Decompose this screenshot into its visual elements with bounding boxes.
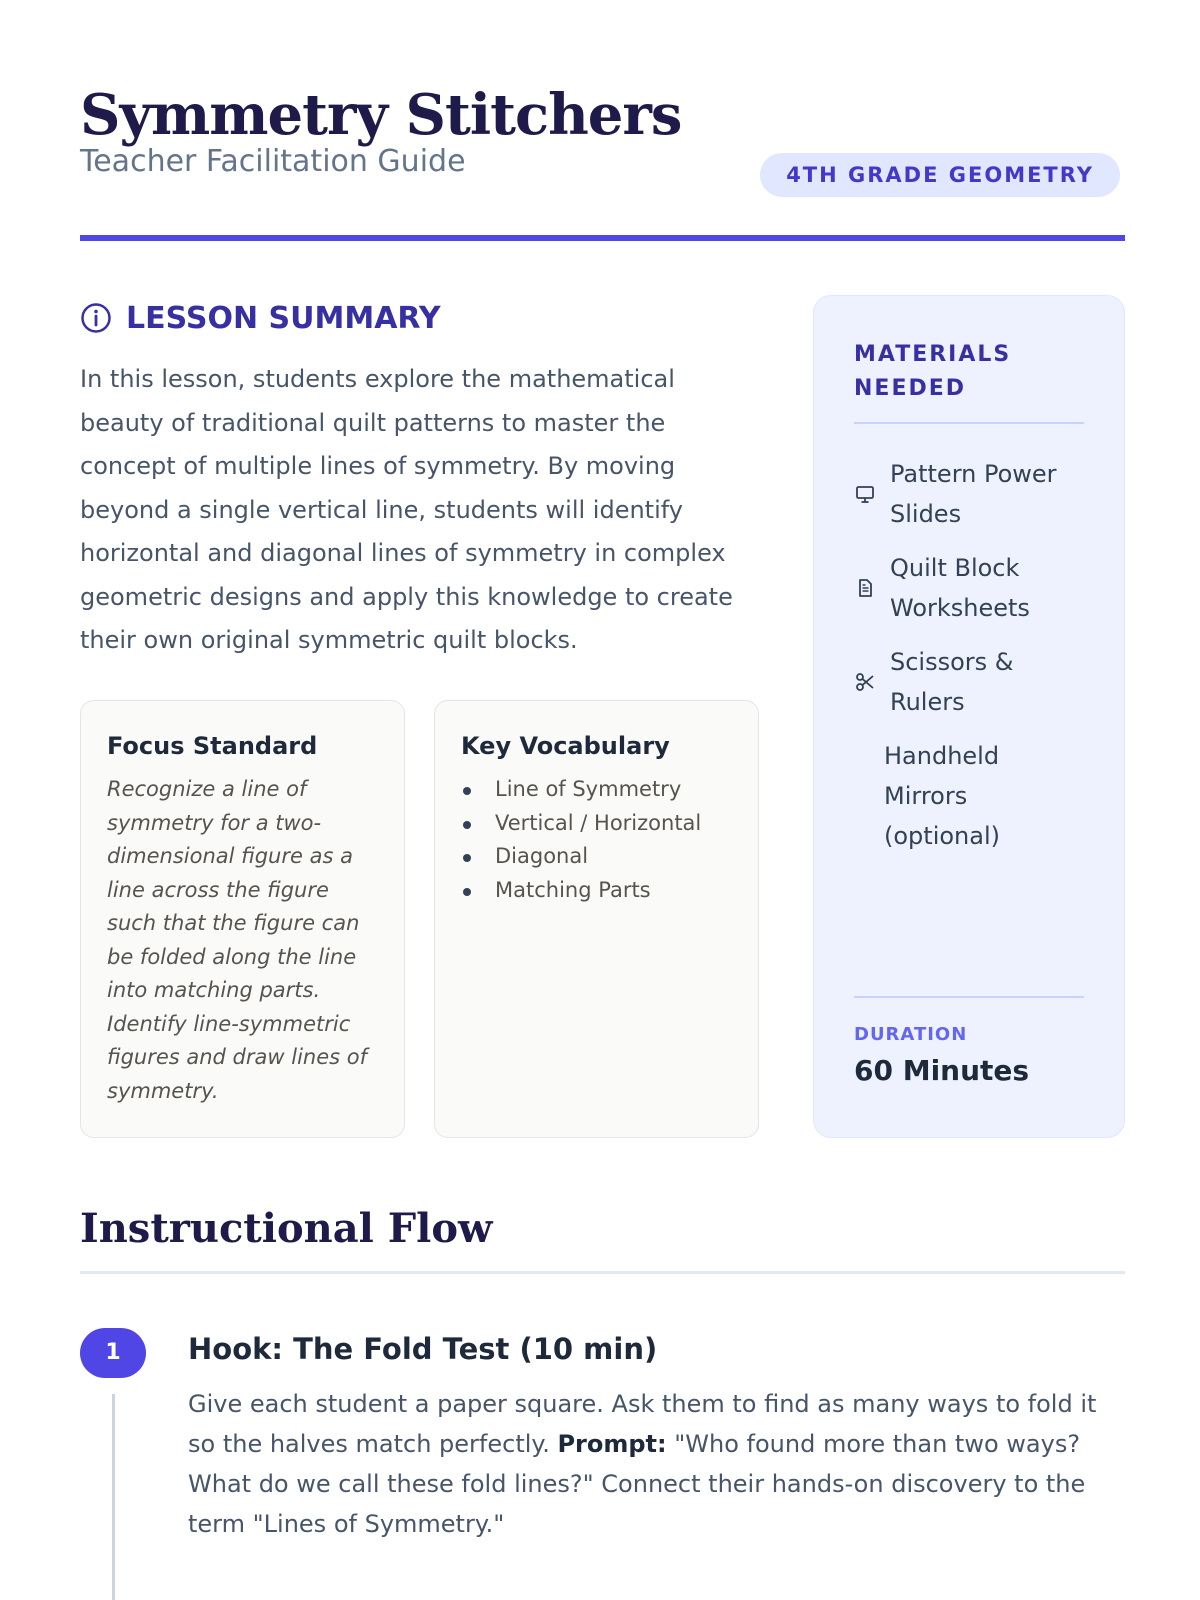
materials-panel: [813, 295, 1125, 1138]
page-title: Symmetry Stitchers: [80, 82, 682, 148]
grade-badge: 4TH GRADE GEOMETRY: [760, 153, 1120, 197]
lesson-summary: [80, 300, 760, 663]
vocabulary-item: Diagonal: [461, 840, 732, 874]
presentation-icon: [854, 483, 876, 505]
page-header: [80, 82, 1120, 187]
step-text-intro: Give each student a paper square. Ask them to find as many ways to fold it so the halves match perfectly.: [188, 1390, 1097, 1458]
material-label: Handheld Mirrors (optional): [884, 742, 1000, 850]
scissors-icon: [854, 671, 876, 693]
vocabulary-item: Matching Parts: [461, 874, 732, 908]
material-item-scissors: [854, 642, 1084, 722]
lesson-summary-title: LESSON SUMMARY: [126, 300, 441, 336]
material-item-worksheets: [854, 548, 1084, 628]
document-icon: [854, 577, 876, 599]
lesson-summary-heading: [80, 300, 760, 336]
focus-standard-text: Recognize a line of symmetry for a two-dimensional figure as a line across the figure such that the figure can be folded along the line into matching parts. Identify line-symmetric figures and draw lines of symmetry.: [107, 777, 367, 1103]
info-icon: [80, 302, 112, 334]
vocabulary-list: [461, 773, 732, 907]
focus-standard-title: Focus Standard: [107, 732, 318, 760]
step-timeline-line: [112, 1394, 115, 1600]
page-subtitle: Teacher Facilitation Guide: [80, 144, 466, 179]
material-label: Scissors & Rulers: [890, 648, 1014, 716]
materials-divider: [854, 422, 1084, 424]
material-item-slides: [854, 454, 1084, 534]
material-item-mirrors: [854, 736, 1084, 856]
material-label: Pattern Power Slides: [890, 460, 1057, 528]
duration-divider: [854, 996, 1084, 998]
lesson-summary-text: In this lesson, students explore the mathematical beauty of traditional quilt patterns to master the concept of multiple lines of symmetry. By moving beyond a single vertical line, students will identify horizontal and diagonal lines of symmetry in complex geometric designs and apply this knowledge to create their own original symmetric quilt blocks.: [80, 365, 733, 654]
instructional-flow-title: Instructional Flow: [80, 1205, 493, 1252]
materials-title: MATERIALS NEEDED: [854, 342, 1012, 401]
header-divider: [80, 235, 1125, 241]
vocabulary-item: Vertical / Horizontal: [461, 807, 732, 841]
focus-standard-card: [80, 700, 405, 1138]
key-vocabulary-card: [434, 700, 759, 1138]
duration-value: 60 Minutes: [854, 1054, 1030, 1087]
materials-list: [854, 454, 1084, 856]
step-text: [188, 1384, 1118, 1544]
flow-divider: [80, 1271, 1125, 1274]
duration-label: DURATION: [854, 1024, 968, 1045]
vocabulary-item: Line of Symmetry: [461, 773, 732, 807]
key-vocabulary-title: Key Vocabulary: [461, 732, 670, 760]
step-text-prompt: "Who found more than two ways? What do we call these fold lines?" Connect their hands-on discovery to the term "Lines of Symmetry.": [188, 1430, 1086, 1538]
step-prompt-label: Prompt:: [557, 1430, 667, 1458]
step-number-badge: 1: [80, 1328, 146, 1378]
step-title: Hook: The Fold Test (10 min): [188, 1332, 658, 1366]
material-label: Quilt Block Worksheets: [890, 554, 1030, 622]
